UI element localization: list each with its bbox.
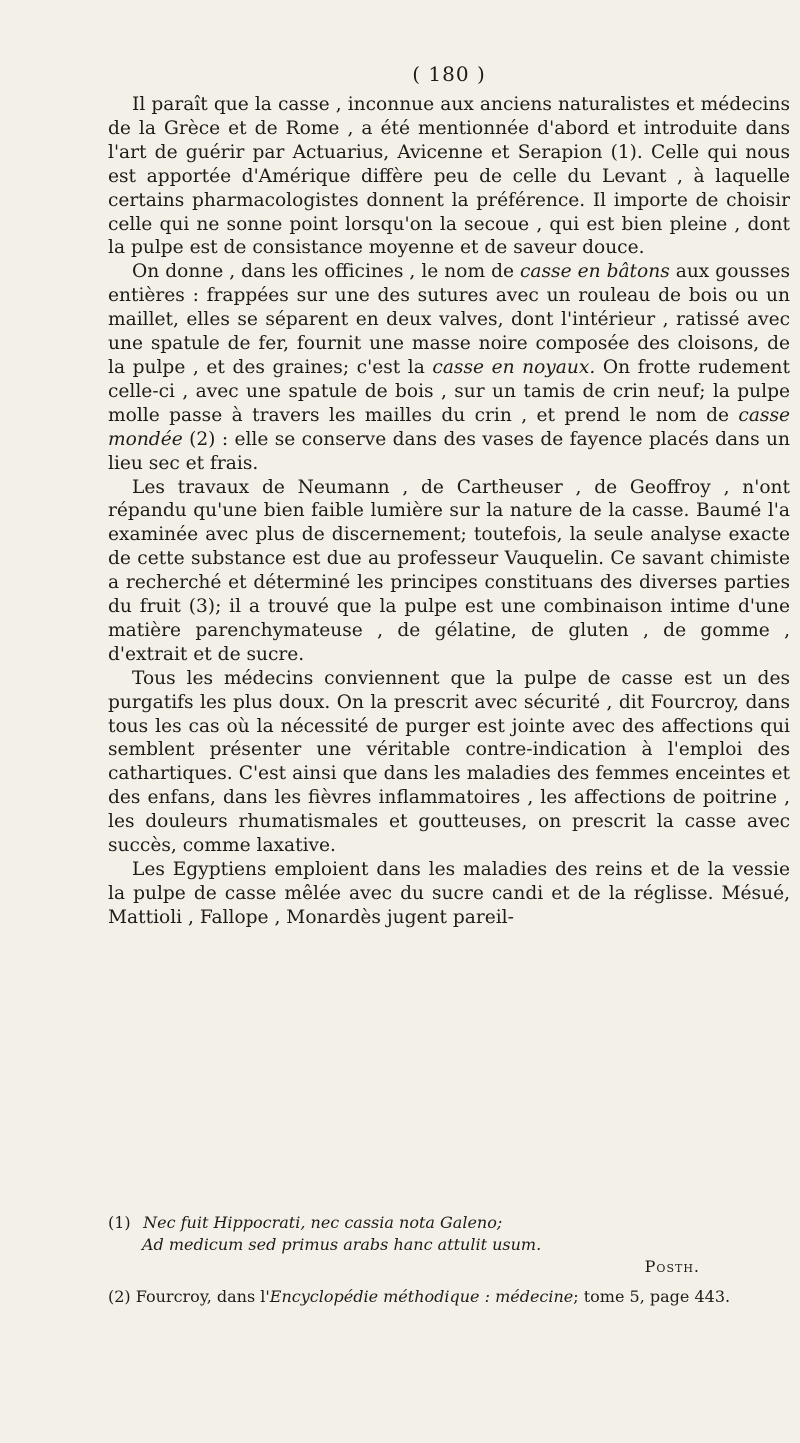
footnotes	[108, 1212, 790, 1313]
footnote-text: Fourcroy, dans l'	[130, 1287, 270, 1306]
paragraph	[108, 858, 790, 930]
text-run: Les travaux de Neumann , de Cartheuser , de Geoffroy , n'ont répandu qu'une bien faible lumière sur la nature de la casse. Baumé l'a examinée avec plus de discernement; toutefois, la seule analyse exacte de cette substance est due au professeur Vauquelin. Ce savant chimiste a recherché et déterminé les principes constituans des diverses parties du fruit (3); il a trouvé que la pulpe est une combinaison intime d'une matière parenchymateuse , de gélatine, de gluten , de gomme , d'extrait et de sucre.	[108, 476, 790, 665]
text-run: On donne , dans les officines , le nom de	[132, 261, 520, 283]
text-run: Il paraît que la casse , inconnue aux anciens naturalistes et médecins de la Grèce et de Rome , a été mentionnée d'abord et introduite dans l'art de guérir par Actuarius, Avicenne et Serapion (1). Celle qui nous est apportée d'Amérique diffère peu de celle du Levant , à laquelle certains pharmacologistes donnent la préférence. Il importe de choisir celle qui ne sonne point lorsqu'on la secoue , qui est bien pleine , dont la pulpe est de consistance moyenne et de saveur douce.	[108, 94, 790, 259]
footnote-quote-line: Ad medicum sed primus arabs hanc attulit usum.	[142, 1235, 542, 1254]
text-run: Les Egyptiens emploient dans les maladies des reins et de la vessie la pulpe de casse mêlée avec du sucre candi et de la réglisse. Mésué, Mattioli , Fallope , Monardès jugent pareil-	[108, 859, 790, 928]
book-page	[108, 0, 790, 1443]
text-run: Tous les médecins conviennent que la pulpe de casse est un des purgatifs les plus doux. On la prescrit avec sécurité , dit Fourcroy, dans tous les cas où la nécessité de purger est jointe avec des affections qui semblent présenter une véritable contre-indication à l'emploi des cathartiques. C'est ainsi que dans les maladies des femmes enceintes et des enfans, dans les fièvres inflammatoires , les affections de poitrine , les douleurs rhumatismales et goutteuses, on prescrit la casse avec succès, comme laxative.	[108, 667, 790, 857]
italic-term: casse en bâtons	[520, 261, 670, 283]
main-text	[108, 93, 790, 930]
paragraph	[108, 667, 790, 858]
footnote-1	[108, 1212, 790, 1278]
page-number: ( 180 )	[412, 62, 486, 86]
footnote-text: ; tome 5, page 443.	[573, 1287, 731, 1306]
paragraph	[108, 476, 790, 667]
footnote-2	[108, 1286, 790, 1307]
italic-term: casse mondée	[108, 404, 790, 450]
paragraph	[108, 260, 790, 475]
footnote-number: (2)	[108, 1287, 131, 1306]
text-run: aux gousses entières : frappées sur une des sutures avec un rouleau de bois ou un maillet, elles se séparent en deux valves, dont l'intérieur , ratissé avec une spatule de fer, fournit une masse noire composée des cloisons, de la pulpe , et des graines; c'est la	[108, 261, 791, 378]
footnote-quote-line: Nec fuit Hippocrati, nec cassia nota Galeno;	[143, 1213, 503, 1232]
footnote-number: (1)	[108, 1213, 131, 1232]
text-run: On frotte rudement celle-ci , avec une spatule de bois , sur un tamis de crin neuf; la pulpe molle passe à travers les mailles du crin , et prend le nom de	[108, 356, 790, 426]
text-run: (2) : elle se conserve dans des vases de fayence placés dans un lieu sec et frais.	[108, 428, 790, 474]
italic-term: casse en noyaux.	[432, 356, 596, 378]
paragraph	[108, 93, 790, 260]
footnote-signature: Posth.	[644, 1257, 700, 1276]
footnote-title: Encyclopédie méthodique : médecine	[269, 1287, 574, 1306]
